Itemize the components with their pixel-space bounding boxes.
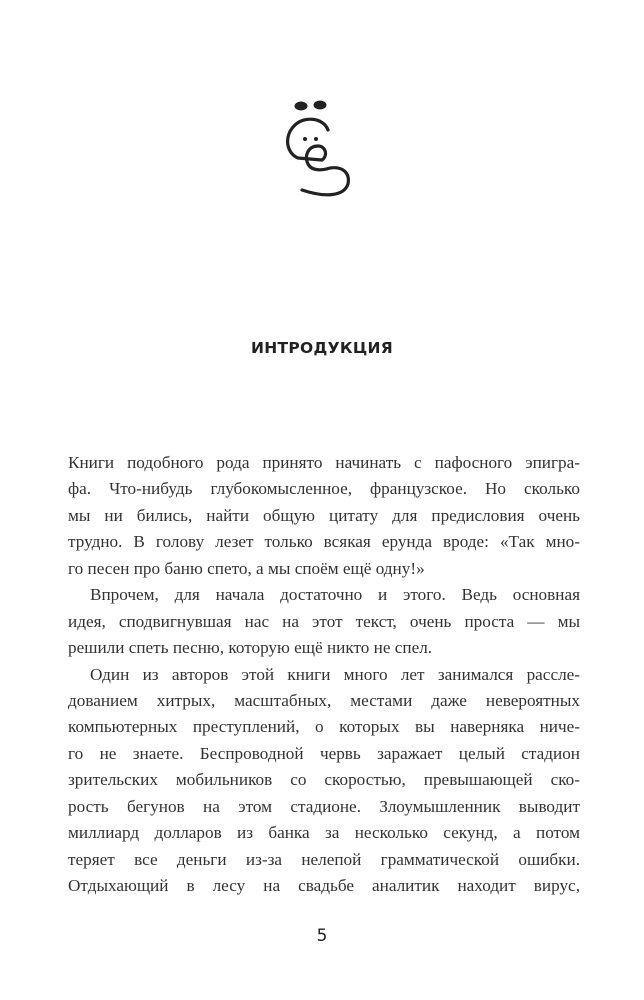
page-number: 5 [316, 926, 328, 946]
text-line: идея, сподвигнувшая нас на этот текст, очень проста — мы [68, 611, 580, 631]
text-line: Один из авторов этой книги много лет занимался рассле- [90, 664, 580, 684]
yo-letter-logo-icon [264, 98, 356, 198]
text-line: трудно. В голову лезет только всякая ерунда вроде: «Так мно- [68, 532, 580, 552]
text-line: зрительских мобильников со скоростью, превышающей ско- [68, 770, 580, 790]
text-line: теряет все деньги из-за нелепой грамматической ошибки. [68, 849, 580, 869]
body-text [68, 450, 580, 899]
text-line: дованием хитрых, масштабных, местами даже невероятных [68, 690, 580, 710]
text-line: мы ни бились, найти общую цитату для предисловия очень [68, 505, 580, 525]
chapter-heading: ИНТРОДУКЦИЯ [250, 339, 394, 357]
text-line: Книги подобного рода принято начинать с пафосного эпигра- [68, 453, 580, 472]
text-line: фа. Что-нибудь глубокомысленное, французское. Но сколько [68, 479, 580, 499]
text-line: го песен про баню спето, а мы споём ещё одну!» [68, 558, 425, 578]
text-line: го не знаете. Беспроводной червь заражает целый стадион [68, 743, 580, 763]
text-line: решили спеть песню, которую ещё никто не спел. [68, 638, 433, 658]
text-line: Отдыхающий в лесу на свадьбе аналитик находит вирус, [68, 876, 580, 895]
text-line: компьютерных преступлений, о которых вы наверняка ниче- [68, 717, 580, 737]
text-line: миллиард долларов из банка за несколько секунд, а потом [68, 823, 580, 843]
text-line: Впрочем, для начала достаточно и этого. Ведь основная [90, 585, 580, 605]
text-line: рость бегунов на этом стадионе. Злоумышленник выводит [68, 796, 580, 816]
